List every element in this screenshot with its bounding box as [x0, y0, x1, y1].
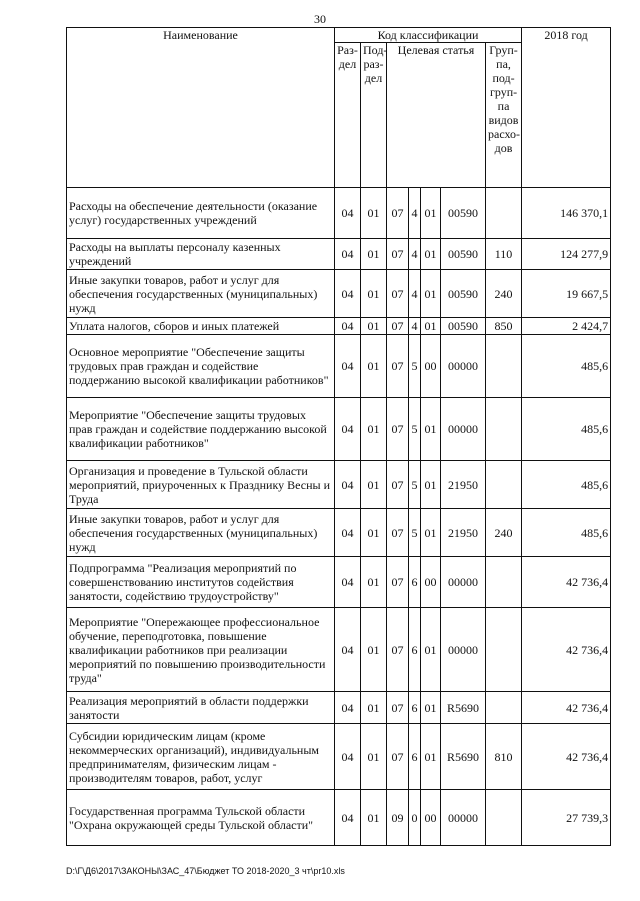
row-target-subprogram: 6 — [409, 692, 421, 724]
row-subsection: 01 — [361, 318, 387, 335]
row-section: 04 — [335, 724, 361, 790]
row-amount: 42 736,4 — [522, 608, 611, 692]
row-target-event: 01 — [421, 509, 441, 557]
row-target-subprogram: 4 — [409, 270, 421, 318]
row-amount: 146 370,1 — [522, 188, 611, 239]
table-row — [67, 692, 611, 724]
budget-table — [66, 27, 611, 846]
row-expense-group: 240 — [486, 509, 522, 557]
row-subsection: 01 — [361, 509, 387, 557]
row-amount: 485,6 — [522, 461, 611, 509]
row-name: Расходы на обеспечение деятельности (оказание услуг) государственных учреждений — [67, 188, 335, 239]
row-expense-group: 110 — [486, 239, 522, 270]
row-section: 04 — [335, 335, 361, 398]
row-target-subprogram: 0 — [409, 790, 421, 846]
table-row — [67, 790, 611, 846]
row-subsection: 01 — [361, 608, 387, 692]
row-subsection: 01 — [361, 239, 387, 270]
header-subsection: Под- раз- дел — [361, 43, 387, 188]
row-target-subprogram: 6 — [409, 557, 421, 608]
header-target-article: Целевая статья — [387, 43, 486, 188]
table-row — [67, 270, 611, 318]
row-amount: 485,6 — [522, 335, 611, 398]
row-target-event: 01 — [421, 188, 441, 239]
row-section: 04 — [335, 270, 361, 318]
row-target-subprogram: 6 — [409, 608, 421, 692]
row-subsection: 01 — [361, 692, 387, 724]
row-target-event: 01 — [421, 318, 441, 335]
row-section: 04 — [335, 509, 361, 557]
row-subsection: 01 — [361, 398, 387, 461]
row-subsection: 01 — [361, 335, 387, 398]
row-target-program: 07 — [387, 239, 409, 270]
row-amount: 485,6 — [522, 509, 611, 557]
table-row — [67, 557, 611, 608]
row-name: Уплата налогов, сборов и иных платежей — [67, 318, 335, 335]
row-section: 04 — [335, 557, 361, 608]
row-name: Основное мероприятие "Обеспечение защиты трудовых прав граждан и содействие поддержанию высокой квалификации работников" — [67, 335, 335, 398]
row-target-event: 00 — [421, 790, 441, 846]
row-target-event: 01 — [421, 461, 441, 509]
row-target-direction: R5690 — [441, 692, 486, 724]
row-expense-group — [486, 608, 522, 692]
row-expense-group — [486, 790, 522, 846]
row-target-program: 07 — [387, 318, 409, 335]
table-row — [67, 188, 611, 239]
row-amount: 42 736,4 — [522, 557, 611, 608]
row-expense-group — [486, 557, 522, 608]
row-target-direction: 21950 — [441, 461, 486, 509]
row-amount: 19 667,5 — [522, 270, 611, 318]
row-target-program: 07 — [387, 461, 409, 509]
row-name: Государственная программа Тульской области "Охрана окружающей среды Тульской области" — [67, 790, 335, 846]
row-name: Иные закупки товаров, работ и услуг для обеспечения государственных (муниципальных) нужд — [67, 270, 335, 318]
row-expense-group: 240 — [486, 270, 522, 318]
row-expense-group — [486, 335, 522, 398]
row-target-event: 01 — [421, 724, 441, 790]
row-name: Субсидии юридическим лицам (кроме некоммерческих организаций), индивидуальным предпринимателям, физическим лицам - производителям товаров, работ, услуг — [67, 724, 335, 790]
row-expense-group: 810 — [486, 724, 522, 790]
row-target-direction: 00590 — [441, 318, 486, 335]
row-amount: 124 277,9 — [522, 239, 611, 270]
row-name: Подпрограмма "Реализация мероприятий по совершенствованию институтов содействия занятости, содействию трудоустройству" — [67, 557, 335, 608]
header-classification: Код классификации — [335, 28, 522, 43]
row-name: Расходы на выплаты персоналу казенных учреждений — [67, 239, 335, 270]
page-number: 30 — [314, 12, 326, 26]
row-target-direction: 00000 — [441, 608, 486, 692]
row-target-program: 07 — [387, 188, 409, 239]
table-body — [67, 188, 611, 846]
table-row — [67, 318, 611, 335]
row-target-subprogram: 5 — [409, 398, 421, 461]
row-target-direction: R5690 — [441, 724, 486, 790]
row-section: 04 — [335, 398, 361, 461]
row-target-event: 00 — [421, 557, 441, 608]
row-target-program: 07 — [387, 270, 409, 318]
row-subsection: 01 — [361, 724, 387, 790]
row-target-program: 07 — [387, 692, 409, 724]
row-subsection: 01 — [361, 790, 387, 846]
row-expense-group — [486, 398, 522, 461]
row-target-subprogram: 4 — [409, 318, 421, 335]
row-section: 04 — [335, 239, 361, 270]
row-amount: 42 736,4 — [522, 692, 611, 724]
row-target-direction: 00590 — [441, 239, 486, 270]
row-section: 04 — [335, 188, 361, 239]
row-name: Мероприятие "Обеспечение защиты трудовых прав граждан и содействие поддержанию высокой квалификации работников" — [67, 398, 335, 461]
row-target-event: 01 — [421, 398, 441, 461]
row-section: 04 — [335, 790, 361, 846]
row-target-direction: 00000 — [441, 398, 486, 461]
row-target-subprogram: 5 — [409, 509, 421, 557]
row-target-event: 01 — [421, 608, 441, 692]
row-target-program: 07 — [387, 398, 409, 461]
row-subsection: 01 — [361, 188, 387, 239]
row-target-event: 01 — [421, 270, 441, 318]
header-year: 2018 год — [522, 28, 611, 188]
table-row — [67, 239, 611, 270]
row-target-event: 00 — [421, 335, 441, 398]
file-path-footer: D:\Г\Д6\2017\ЗАКОНЫ\ЗАС_47\Бюджет ТО 2018-2020_3 чт\pr10.xls — [66, 866, 345, 876]
row-amount: 2 424,7 — [522, 318, 611, 335]
row-target-program: 07 — [387, 335, 409, 398]
row-target-direction: 00590 — [441, 188, 486, 239]
row-name: Реализация мероприятий в области поддержки занятости — [67, 692, 335, 724]
row-name: Мероприятие "Опережающее профессиональное обучение, переподготовка, повышение квалификации работников при реализации мероприятий по повышению производительности труда" — [67, 608, 335, 692]
row-target-event: 01 — [421, 239, 441, 270]
row-target-program: 07 — [387, 557, 409, 608]
row-subsection: 01 — [361, 557, 387, 608]
table-row — [67, 335, 611, 398]
header-name: Наименование — [67, 28, 335, 188]
row-expense-group — [486, 461, 522, 509]
row-target-subprogram: 4 — [409, 239, 421, 270]
row-amount: 42 736,4 — [522, 724, 611, 790]
row-target-subprogram: 6 — [409, 724, 421, 790]
row-target-subprogram: 5 — [409, 335, 421, 398]
table-row — [67, 398, 611, 461]
row-target-program: 09 — [387, 790, 409, 846]
row-section: 04 — [335, 608, 361, 692]
row-target-program: 07 — [387, 608, 409, 692]
header-expense-group: Груп- па, под- груп- па видов расхо- дов — [486, 43, 522, 188]
row-target-direction: 00000 — [441, 790, 486, 846]
header-section: Раз- дел — [335, 43, 361, 188]
row-name: Иные закупки товаров, работ и услуг для обеспечения государственных (муниципальных) нужд — [67, 509, 335, 557]
row-subsection: 01 — [361, 461, 387, 509]
table-row — [67, 724, 611, 790]
row-amount: 485,6 — [522, 398, 611, 461]
row-target-direction: 00000 — [441, 557, 486, 608]
row-section: 04 — [335, 318, 361, 335]
row-target-subprogram: 5 — [409, 461, 421, 509]
row-name: Организация и проведение в Тульской области мероприятий, приуроченных к Празднику Весны и Труда — [67, 461, 335, 509]
row-expense-group — [486, 692, 522, 724]
row-section: 04 — [335, 461, 361, 509]
row-target-subprogram: 4 — [409, 188, 421, 239]
row-target-program: 07 — [387, 509, 409, 557]
table-row — [67, 461, 611, 509]
row-section: 04 — [335, 692, 361, 724]
row-target-direction: 00590 — [441, 270, 486, 318]
row-subsection: 01 — [361, 270, 387, 318]
row-amount: 27 739,3 — [522, 790, 611, 846]
row-expense-group: 850 — [486, 318, 522, 335]
row-target-direction: 21950 — [441, 509, 486, 557]
row-expense-group — [486, 188, 522, 239]
table-row — [67, 608, 611, 692]
row-target-direction: 00000 — [441, 335, 486, 398]
row-target-program: 07 — [387, 724, 409, 790]
table-row — [67, 509, 611, 557]
row-target-event: 01 — [421, 692, 441, 724]
